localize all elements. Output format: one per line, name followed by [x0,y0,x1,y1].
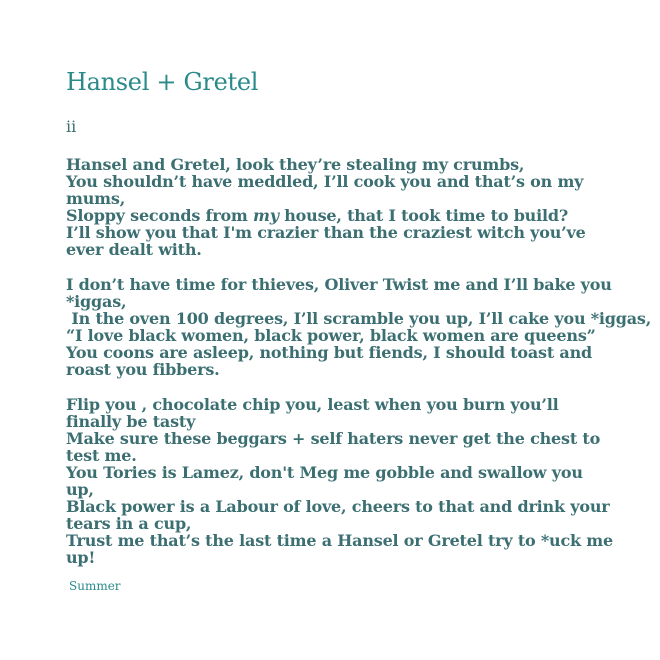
poem-line: You shouldn’t have meddled, I’ll cook you and that’s on my mums, [66,172,584,208]
poem-body [66,155,652,567]
poem-line: In the oven 100 degrees, I’ll scramble you up, I’ll cake you *iggas, [66,309,652,328]
poem-line-with-emphasis [66,207,614,224]
author-signature: Summer [69,579,121,593]
poem-line: I’ll show you that I'm crazier than the craziest witch you’ve ever dealt with. [66,223,586,259]
poem-line: Flip you , chocolate chip you, least when you burn you’ll finally be tasty [66,395,559,431]
poem-page [66,66,652,584]
poem-line: Black power is a Labour of love, cheers to that and drink your tears in a cup, [66,497,610,533]
stanza-2 [66,275,652,379]
section-number: ii [66,117,77,136]
poem-line: Trust me that’s the last time a Hansel or Gretel try to *uck me up! [66,531,614,567]
poem-line: Hansel and Gretel, look they’re stealing my crumbs, [66,155,525,174]
poem-title: Hansel + Gretel [66,68,259,96]
stanza-3 [66,396,614,566]
line-text-after: house, that I took time to build? [278,206,569,225]
stanza-1 [66,156,614,258]
poem-line: “I love black women, black power, black women are queens” [66,326,596,345]
poem-line: I don’t have time for thieves, Oliver Twist me and I’ll bake you *iggas, [66,275,612,311]
poem-line: You Tories is Lamez, don't Meg me gobble and swallow you up, [66,463,583,499]
poem-line: You coons are asleep, nothing but fiends, I should toast and roast you fibbers. [66,343,593,379]
line-text-before: Sloppy seconds from [66,206,254,225]
emphasized-word: my [253,206,279,225]
poem-line: Make sure these beggars + self haters never get the chest to test me. [66,429,601,465]
